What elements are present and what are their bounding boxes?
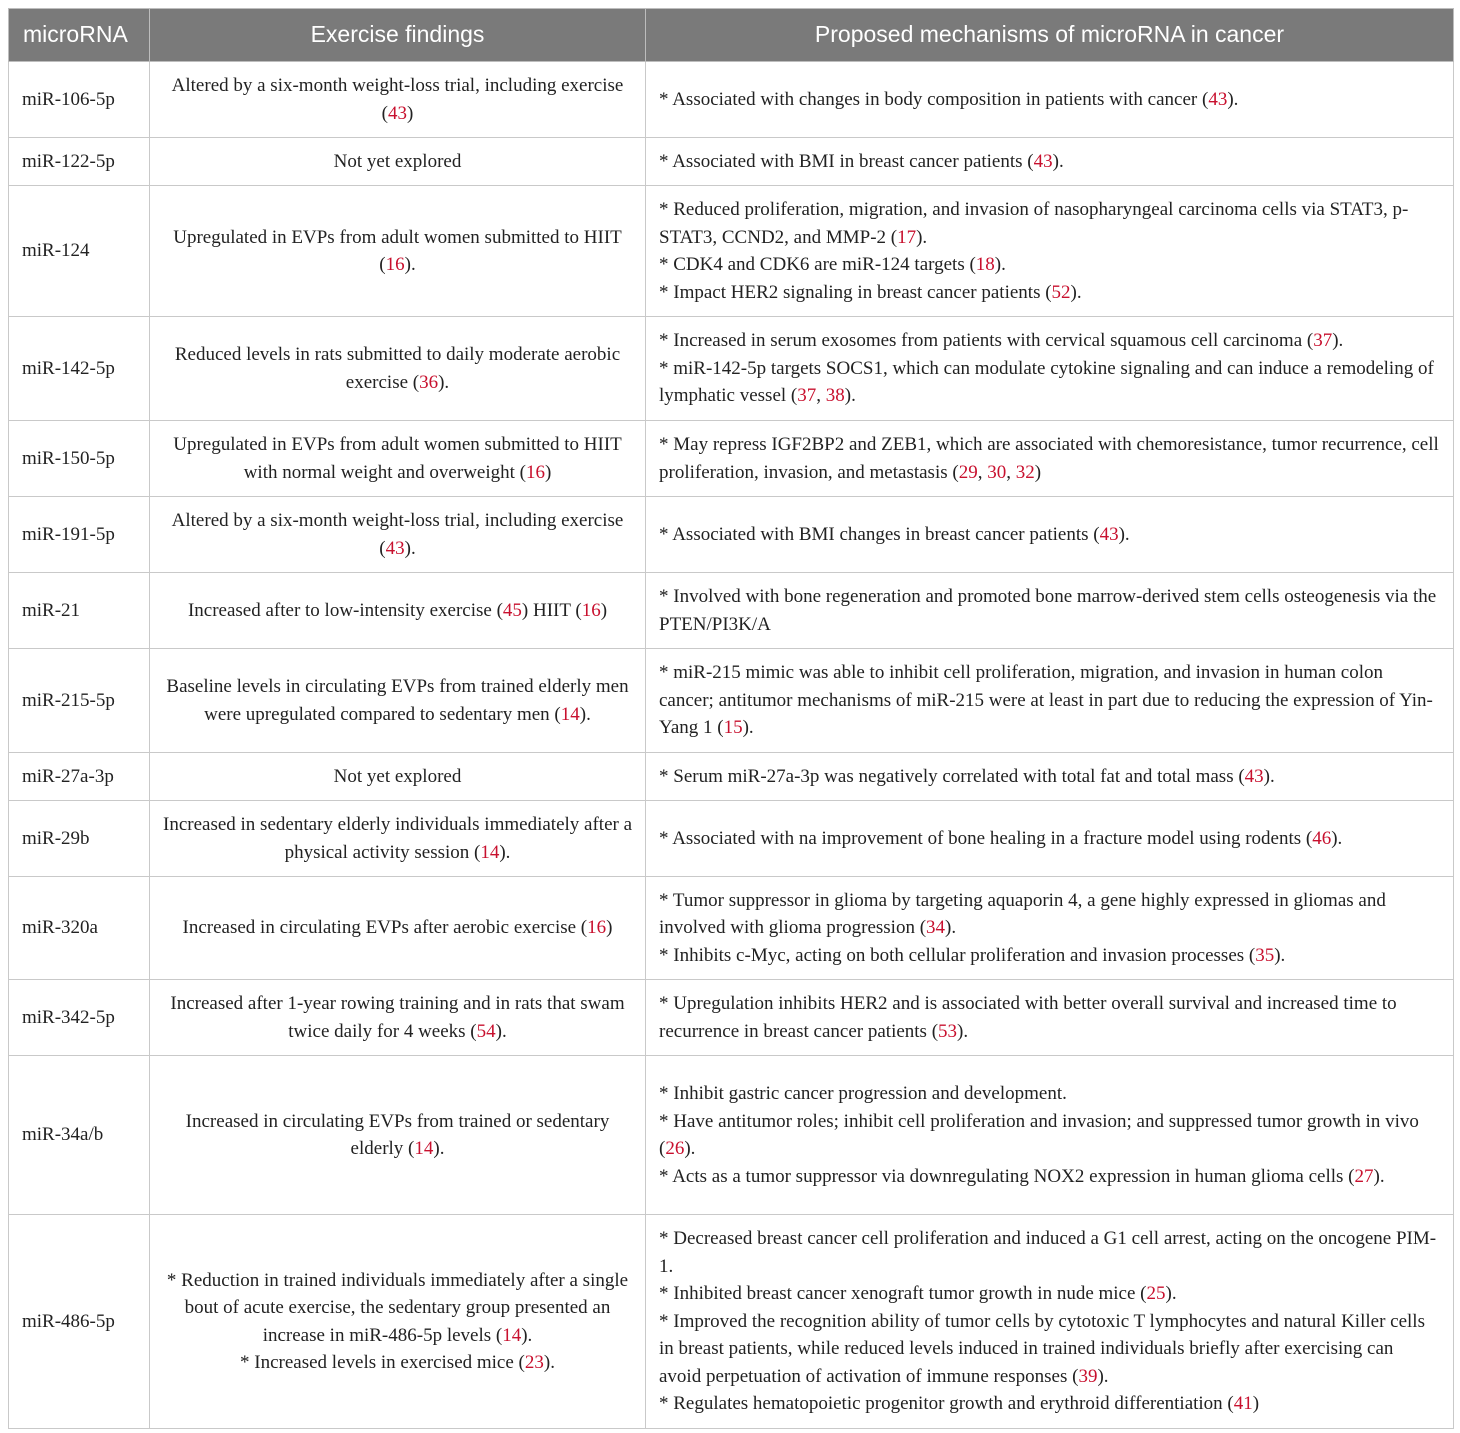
- reference-link[interactable]: 14: [414, 1138, 434, 1159]
- microrna-cell: miR-27a-3p: [9, 753, 150, 801]
- table-row: [9, 497, 1454, 573]
- mechanism-line: * Serum miR-27a-3p was negatively correlated with total fat and total mass (43).: [659, 765, 1275, 787]
- mechanisms-cell: [646, 573, 1454, 649]
- table-row: [9, 573, 1454, 649]
- exercise-findings-cell: [150, 317, 646, 421]
- mechanism-line: * Regulates hematopoietic progenitor growth and erythroid differentiation (41): [659, 1393, 1260, 1415]
- mechanisms-cell: [646, 62, 1454, 138]
- reference-link[interactable]: 39: [1078, 1365, 1098, 1387]
- exercise-findings-cell: [150, 1215, 646, 1429]
- exercise-finding-line: Not yet explored: [333, 150, 462, 172]
- reference-link[interactable]: 43: [1099, 523, 1119, 545]
- reference-link[interactable]: 16: [581, 599, 601, 621]
- mechanism-line: * Inhibits c-Myc, acting on both cellular proliferation and invasion processes (35).: [659, 944, 1286, 966]
- mechanisms-cell: [646, 421, 1454, 497]
- mechanism-line: * Acts as a tumor suppressor via downregulating NOX2 expression in human glioma cells (27).: [659, 1165, 1385, 1187]
- mechanism-line: * Involved with bone regeneration and promoted bone marrow-derived stem cells osteogenesis via the PTEN/PI3K/A: [659, 586, 1437, 635]
- microrna-cell: miR-122-5p: [9, 138, 150, 186]
- exercise-finding-line: Increased after to low-intensity exercise (45) HIIT (16): [187, 599, 608, 621]
- reference-link[interactable]: 41: [1233, 1393, 1253, 1415]
- reference-link[interactable]: 16: [587, 917, 607, 939]
- mechanism-line: * Associated with na improvement of bone healing in a fracture model using rodents (46).: [659, 827, 1343, 849]
- mechanisms-cell: [646, 138, 1454, 186]
- mechanisms-cell: [646, 753, 1454, 801]
- exercise-finding-line: Reduced levels in rats submitted to daily moderate aerobic exercise (36).: [174, 344, 621, 393]
- mechanisms-cell: [646, 649, 1454, 753]
- exercise-finding-line: * Reduction in trained individuals immediately after a single bout of acute exercise, the sedentary group presented an increase in miR-486-5p levels (14).: [166, 1269, 629, 1346]
- table-row: [9, 1056, 1454, 1215]
- exercise-findings-cell: [150, 801, 646, 877]
- table-row: [9, 801, 1454, 877]
- mechanisms-cell: [646, 877, 1454, 980]
- exercise-finding-line: * Increased levels in exercised mice (23).: [240, 1352, 555, 1373]
- mechanisms-cell: [646, 1056, 1454, 1215]
- reference-link[interactable]: 43: [1033, 150, 1053, 172]
- table-row: [9, 421, 1454, 497]
- mechanism-line: * Have antitumor roles; inhibit cell proliferation and invasion; and suppressed tumor growth in vivo (26).: [659, 1110, 1419, 1159]
- microrna-table: [8, 8, 1454, 1429]
- microrna-cell: miR-342-5p: [9, 980, 150, 1056]
- reference-link[interactable]: 32: [1015, 461, 1035, 483]
- exercise-findings-cell: [150, 497, 646, 573]
- exercise-finding-line: Increased after 1-year rowing training and in rats that swam twice daily for 4 weeks (54).: [170, 993, 625, 1042]
- reference-link[interactable]: 26: [665, 1138, 685, 1159]
- mechanism-line: * Inhibit gastric cancer progression and development.: [659, 1083, 1067, 1104]
- reference-link[interactable]: 43: [1244, 765, 1264, 787]
- exercise-findings-cell: [150, 573, 646, 649]
- mechanism-line: * Reduced proliferation, migration, and invasion of nasopharyngeal carcinoma cells via STAT3, p-STAT3, CCND2, and MMP-2 (17).: [659, 199, 1409, 248]
- reference-link[interactable]: 16: [385, 254, 405, 275]
- reference-link[interactable]: 14: [502, 1324, 522, 1346]
- reference-link[interactable]: 30: [987, 461, 1007, 483]
- reference-link[interactable]: 17: [897, 226, 917, 248]
- mechanism-line: * Decreased breast cancer cell proliferation and induced a G1 cell arrest, acting on the oncogene PIM-1.: [659, 1228, 1437, 1277]
- exercise-findings-cell: [150, 877, 646, 980]
- microrna-cell: miR-142-5p: [9, 317, 150, 421]
- mechanism-line: * CDK4 and CDK6 are miR-124 targets (18).: [659, 254, 1006, 275]
- microrna-cell: miR-150-5p: [9, 421, 150, 497]
- mechanism-line: * Improved the recognition ability of tumor cells by cytotoxic T lymphocytes and natural Killer cells in breast patients, while reduced levels induced in trained individuals briefly after exercising can avoid perpetuation of activation of immune responses (39).: [659, 1310, 1425, 1387]
- exercise-findings-cell: [150, 980, 646, 1056]
- mechanisms-cell: [646, 497, 1454, 573]
- reference-link[interactable]: 34: [926, 917, 946, 939]
- reference-link[interactable]: 27: [1354, 1165, 1374, 1187]
- mechanisms-cell: [646, 1215, 1454, 1429]
- microrna-cell: miR-320a: [9, 877, 150, 980]
- microrna-cell: miR-106-5p: [9, 62, 150, 138]
- microrna-cell: miR-21: [9, 573, 150, 649]
- exercise-findings-cell: [150, 62, 646, 138]
- reference-link[interactable]: 25: [1146, 1283, 1166, 1305]
- exercise-findings-cell: [150, 421, 646, 497]
- mechanisms-cell: [646, 186, 1454, 317]
- mechanism-line: * Associated with BMI changes in breast cancer patients (43).: [659, 523, 1130, 545]
- table-row: [9, 186, 1454, 317]
- exercise-finding-line: Altered by a six-month weight-loss trial, including exercise (43): [171, 75, 624, 124]
- reference-link[interactable]: 18: [975, 254, 995, 275]
- column-header-exercise-findings: Exercise findings: [150, 9, 646, 62]
- reference-link[interactable]: 23: [524, 1352, 544, 1373]
- table-row: [9, 317, 1454, 421]
- mechanism-line: * Inhibited breast cancer xenograft tumor growth in nude mice (25).: [659, 1283, 1177, 1305]
- reference-link[interactable]: 38: [825, 385, 845, 407]
- column-header-microrna: microRNA: [9, 9, 150, 62]
- mechanisms-cell: [646, 980, 1454, 1056]
- reference-link[interactable]: 15: [723, 717, 743, 739]
- reference-link[interactable]: 53: [938, 1020, 958, 1042]
- microrna-cell: miR-191-5p: [9, 497, 150, 573]
- microrna-cell: miR-486-5p: [9, 1215, 150, 1429]
- exercise-findings-cell: [150, 649, 646, 753]
- microrna-cell: miR-34a/b: [9, 1056, 150, 1215]
- mechanism-line: * Upregulation inhibits HER2 and is associated with better overall survival and increased time to recurrence in breast cancer patients (53).: [659, 993, 1397, 1042]
- reference-link[interactable]: 36: [419, 371, 439, 393]
- exercise-findings-cell: [150, 186, 646, 317]
- exercise-finding-line: Increased in circulating EVPs from trained or sedentary elderly (14).: [185, 1110, 610, 1159]
- mechanism-line: * Associated with changes in body composition in patients with cancer (43).: [659, 88, 1239, 110]
- table-row: [9, 138, 1454, 186]
- reference-link[interactable]: 29: [958, 461, 978, 483]
- mechanism-line: * Increased in serum exosomes from patients with cervical squamous cell carcinoma (37).: [659, 330, 1344, 352]
- reference-link[interactable]: 35: [1255, 944, 1275, 966]
- exercise-findings-cell: [150, 753, 646, 801]
- reference-link[interactable]: 46: [1312, 827, 1332, 849]
- reference-link[interactable]: 14: [560, 703, 580, 725]
- reference-link[interactable]: 52: [1051, 281, 1071, 303]
- reference-link[interactable]: 45: [502, 599, 522, 621]
- microrna-cell: miR-124: [9, 186, 150, 317]
- table-row: [9, 980, 1454, 1056]
- exercise-finding-line: Increased in sedentary elderly individuals immediately after a physical activity session (14).: [163, 814, 633, 863]
- table-row: [9, 877, 1454, 980]
- reference-link[interactable]: 43: [1208, 88, 1228, 110]
- exercise-finding-line: Upregulated in EVPs from adult women submitted to HIIT with normal weight and overweight (16): [173, 434, 622, 483]
- table-row: [9, 753, 1454, 801]
- reference-link[interactable]: 37: [1313, 330, 1333, 352]
- mechanism-line: * miR-215 mimic was able to inhibit cell proliferation, migration, and invasion in human colon cancer; antitumor mechanisms of miR-215 were at least in part due to reducing the expression of Yin-Yang 1 (15).: [659, 662, 1433, 739]
- table-row: [9, 1215, 1454, 1429]
- reference-link[interactable]: 14: [480, 841, 500, 863]
- mechanism-line: * Tumor suppressor in glioma by targeting aquaporin 4, a gene highly expressed in gliomas and involved with glioma progression (34).: [659, 889, 1386, 939]
- exercise-findings-cell: [150, 1056, 646, 1215]
- reference-link[interactable]: 37: [797, 385, 817, 407]
- exercise-findings-cell: [150, 138, 646, 186]
- reference-link[interactable]: 54: [476, 1020, 496, 1042]
- mechanisms-cell: [646, 801, 1454, 877]
- reference-link[interactable]: 16: [525, 461, 545, 483]
- reference-link[interactable]: 43: [385, 537, 405, 559]
- exercise-finding-line: Baseline levels in circulating EVPs from trained elderly men were upregulated compared to sedentary men (14).: [166, 676, 629, 725]
- mechanisms-cell: [646, 317, 1454, 421]
- table-header-row: [9, 9, 1454, 62]
- exercise-finding-line: Altered by a six-month weight-loss trial, including exercise (43).: [171, 510, 624, 559]
- table-row: [9, 62, 1454, 138]
- mechanism-line: * miR-142-5p targets SOCS1, which can modulate cytokine signaling and can induce a remodeling of lymphatic vessel (37, 38).: [659, 357, 1434, 407]
- microrna-cell: miR-29b: [9, 801, 150, 877]
- microrna-cell: miR-215-5p: [9, 649, 150, 753]
- exercise-finding-line: Upregulated in EVPs from adult women submitted to HIIT (16).: [173, 226, 622, 275]
- mechanism-line: * Impact HER2 signaling in breast cancer patients (52).: [659, 281, 1082, 303]
- mechanism-line: * May repress IGF2BP2 and ZEB1, which are associated with chemoresistance, tumor recurrence, cell proliferation, invasion, and metastasis (29, 30, 32): [659, 434, 1439, 483]
- exercise-finding-line: Not yet explored: [333, 765, 462, 787]
- reference-link[interactable]: 43: [388, 102, 407, 124]
- column-header-proposed-mechanisms: Proposed mechanisms of microRNA in cancer: [646, 9, 1454, 62]
- exercise-finding-line: Increased in circulating EVPs after aerobic exercise (16): [182, 917, 613, 939]
- mechanism-line: * Associated with BMI in breast cancer patients (43).: [659, 150, 1064, 172]
- table-row: [9, 649, 1454, 753]
